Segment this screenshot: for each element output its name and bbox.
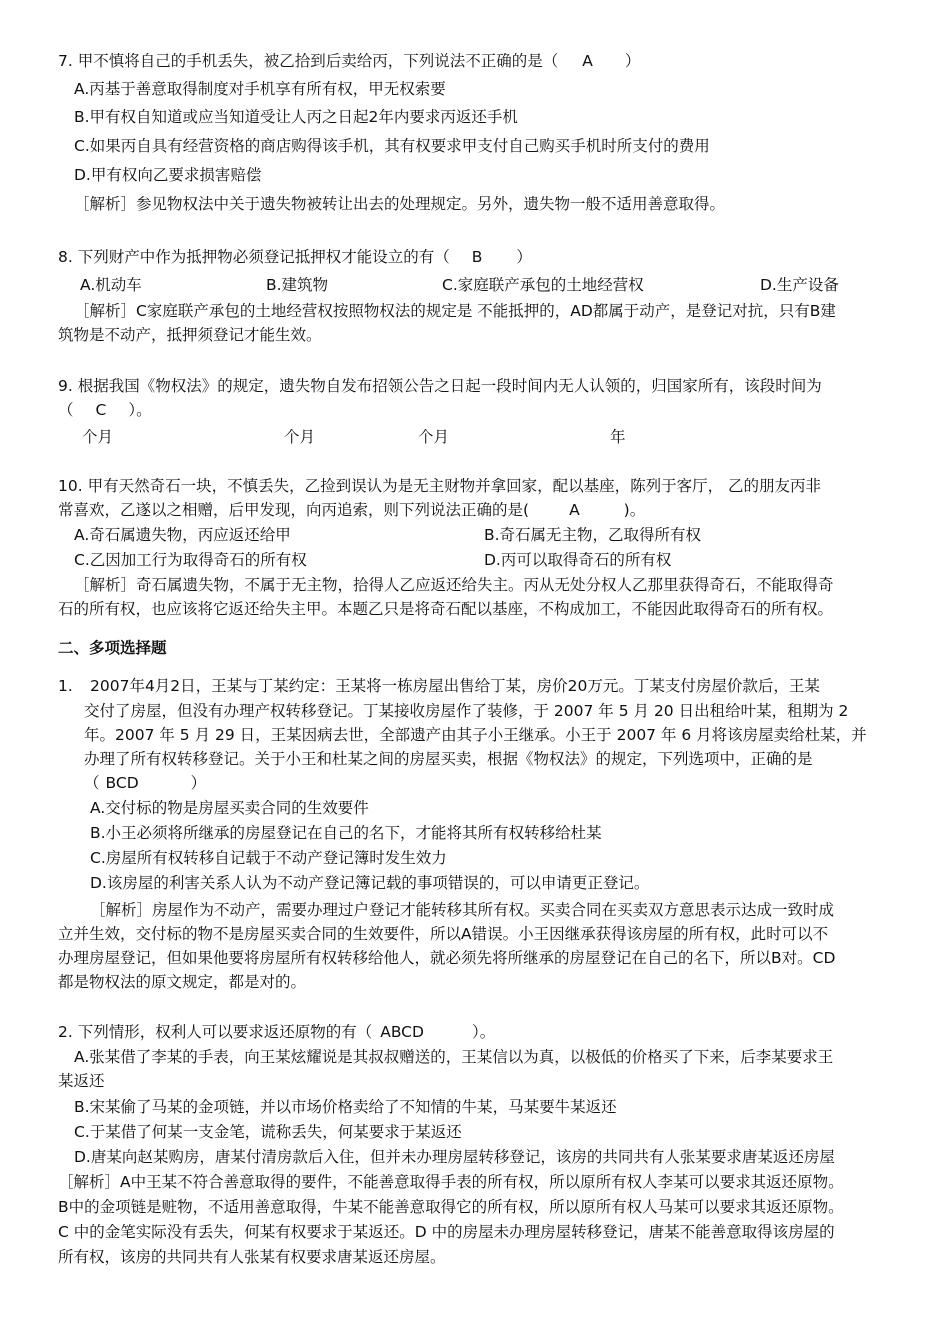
section-2-heading: 二、多项选择题 [58, 639, 167, 657]
q10-option-c: C.乙因加工行为取得奇石的所有权 [74, 551, 307, 569]
q7-option-c: C.如果丙自具有经营资格的商店购得该手机，其有权要求甲支付自己购买手机时所支付的费用 [74, 137, 710, 155]
m2-stem: 2. 下列情形，权利人可以要求返还原物的有（ ABCD ）。 [58, 1023, 496, 1041]
q7-analysis: ［解析］参见物权法中关于遗失物被转让出去的处理规定。另外，遗失物一般不适用善意取得。 [74, 195, 726, 213]
m2-option-b: B.宋某偷了马某的金项链，并以市场价格卖给了不知情的牛某，马某要牛某返还 [74, 1098, 617, 1116]
m1-option-c: C.房屋所有权转移自记载于不动产登记簿时发生效力 [90, 849, 447, 867]
m2-analysis-line-1: ［解析］A中王某不符合善意取得的要件，不能善意取得手表的所有权，所以原所有权人李某可以要求其返还原物。 [58, 1173, 844, 1191]
q8-analysis-line-2: 筑物是不动产，抵押须登记才能生效。 [58, 326, 322, 344]
q9-stem: 9. 根据我国《物权法》的规定，遗失物自发布招领公告之日起一段时间内无人认领的，归国家所有，该段时间为 [58, 377, 822, 395]
m1-option-b: B.小王必须将所继承的房屋登记在自己的名下，才能将其所有权转移给杜某 [90, 824, 602, 842]
m1-stem-line-3: 年。2007 年 5 月 29 日，王某因病去世，全部遗产由其子小王继承。小王于 2007 年 6 月将该房屋卖给杜某，并 [84, 726, 867, 744]
q8-option-c: C.家庭联产承包的土地经营权 [442, 276, 644, 294]
m1-analysis-line-2: 立并生效，交付标的物不是房屋买卖合同的生效要件，所以A错误。小王因继承获得该房屋的所有权，此时可以不 [58, 925, 829, 943]
q9-option-c: 个月 [418, 428, 450, 446]
q10-stem-line-1: 10. 甲有天然奇石一块，不慎丢失，乙捡到误认为是无主财物并拿回家，配以基座，陈列于客厅， 乙的朋友丙非 [58, 477, 822, 495]
m1-option-a: A.交付标的物是房屋买卖合同的生效要件 [90, 799, 369, 817]
m1-analysis-line-1: ［解析］房屋作为不动产，需要办理过户登记才能转移其所有权。买卖合同在买卖双方意思表示达成一致时成 [90, 901, 835, 919]
m2-analysis-line-2: B中的金项链是赃物，不适用善意取得，牛某不能善意取得它的所有权，所以原所有权人马某可以要求其返还原物。 [58, 1198, 844, 1216]
m1-stem-line-1: 2007年4月2日，王某与丁某约定：王某将一栋房屋出售给丁某，房价20万元。丁某支付房屋价款后，王某 [90, 677, 820, 695]
q8-analysis-line-1: ［解析］C家庭联产承包的土地经营权按照物权法的规定是 不能抵押的，AD都属于动产，是登记对抗，只有B建 [74, 302, 836, 320]
q10-option-d: D.丙可以取得奇石的所有权 [484, 551, 672, 569]
q10-answer: A [569, 501, 580, 519]
q10-stem-line-2: 常喜欢，乙遂以之相赠，后甲发现，向丙追索，则下列说法正确的是( A )。 [58, 501, 646, 519]
m2-option-c: C.于某借了何某一支金笔，谎称丢失，何某要求于某返还 [74, 1123, 462, 1141]
q9-answer-line: （ C ）。 [58, 401, 152, 419]
m1-analysis-line-3: 办理房屋登记，但如果他要将房屋所有权转移给他人，就必须先将所继承的房屋登记在自己的名下，所以B对。CD [58, 949, 836, 967]
m1-stem-line-2: 交付了房屋，但没有办理产权转移登记。丁某接收房屋作了装修，于 2007 年 5 月 20 日出租给叶某，租期为 2 [84, 702, 849, 720]
m1-answer: BCD [105, 774, 139, 792]
m2-answer: ABCD [380, 1023, 424, 1041]
m2-analysis-line-4: 所有权，该房的共同共有人张某有权要求唐某返还房屋。 [58, 1248, 446, 1266]
q7-answer: A [582, 52, 593, 70]
m1-option-d: D.该房屋的利害关系人认为不动产登记簿记载的事项错误的，可以申请更正登记。 [90, 874, 650, 892]
q9-answer: C [95, 401, 107, 419]
m1-stem-line-4: 办理了所有权转移登记。关于小王和杜某之间的房屋买卖，根据《物权法》的规定，下列选项中，正确的是 [84, 750, 813, 768]
q8-answer: B [471, 248, 483, 266]
m1-number: 1. [58, 677, 73, 695]
q10-option-b: B.奇石属无主物，乙取得所有权 [484, 526, 702, 544]
m2-option-a-line-1: A.张某借了李某的手表，向王某炫耀说是其叔叔赠送的，王某信以为真，以极低的价格买了下来，后李某要求王 [74, 1048, 834, 1066]
q10-analysis-line-1: ［解析］奇石属遗失物，不属于无主物，拾得人乙应返还给失主。丙从无处分权人乙那里获得奇石，不能取得奇 [74, 576, 834, 594]
m1-answer-line: （ BCD ） [84, 774, 207, 792]
q8-option-d: D.生产设备 [760, 276, 839, 294]
m2-analysis-line-3: C 中的金笔实际没有丢失，何某有权要求于某返还。D 中的房屋未办理房屋转移登记，唐某不能善意取得该房屋的 [58, 1223, 835, 1241]
m1-analysis-line-4: 都是物权法的原文规定，都是对的。 [58, 973, 307, 991]
q10-analysis-line-2: 石的所有权，也应该将它返还给失主甲。本题乙只是将奇石配以基座，不构成加工，不能因此取得奇石的所有权。 [58, 600, 834, 618]
q9-option-a: 个月 [82, 428, 114, 446]
m2-option-a-line-2: 某返还 [58, 1072, 105, 1090]
q7-option-a: A.丙基于善意取得制度对手机享有所有权，甲无权索要 [74, 80, 446, 98]
q10-option-a: A.奇石属遗失物，丙应返还给甲 [74, 526, 291, 544]
q9-option-d: 年 [610, 428, 626, 446]
q8-option-a: A.机动车 [80, 276, 142, 294]
q7-option-b: B.甲有权自知道或应当知道受让人丙之日起2年内要求丙返还手机 [74, 108, 518, 126]
q7-stem: 7. 甲不慎将自己的手机丢失，被乙拾到后卖给丙，下列说法不正确的是（ A ） [58, 52, 641, 70]
q8-option-b: B.建筑物 [266, 276, 329, 294]
q7-option-d: D.甲有权向乙要求损害赔偿 [74, 166, 262, 184]
m2-option-d: D.唐某向赵某购房，唐某付清房款后入住，但并未办理房屋转移登记，该房的共同共有人张某要求唐某返还房屋 [74, 1148, 835, 1166]
q9-option-b: 个月 [284, 428, 316, 446]
q8-stem: 8. 下列财产中作为抵押物必须登记抵押权才能设立的有（ B ） [58, 248, 532, 266]
